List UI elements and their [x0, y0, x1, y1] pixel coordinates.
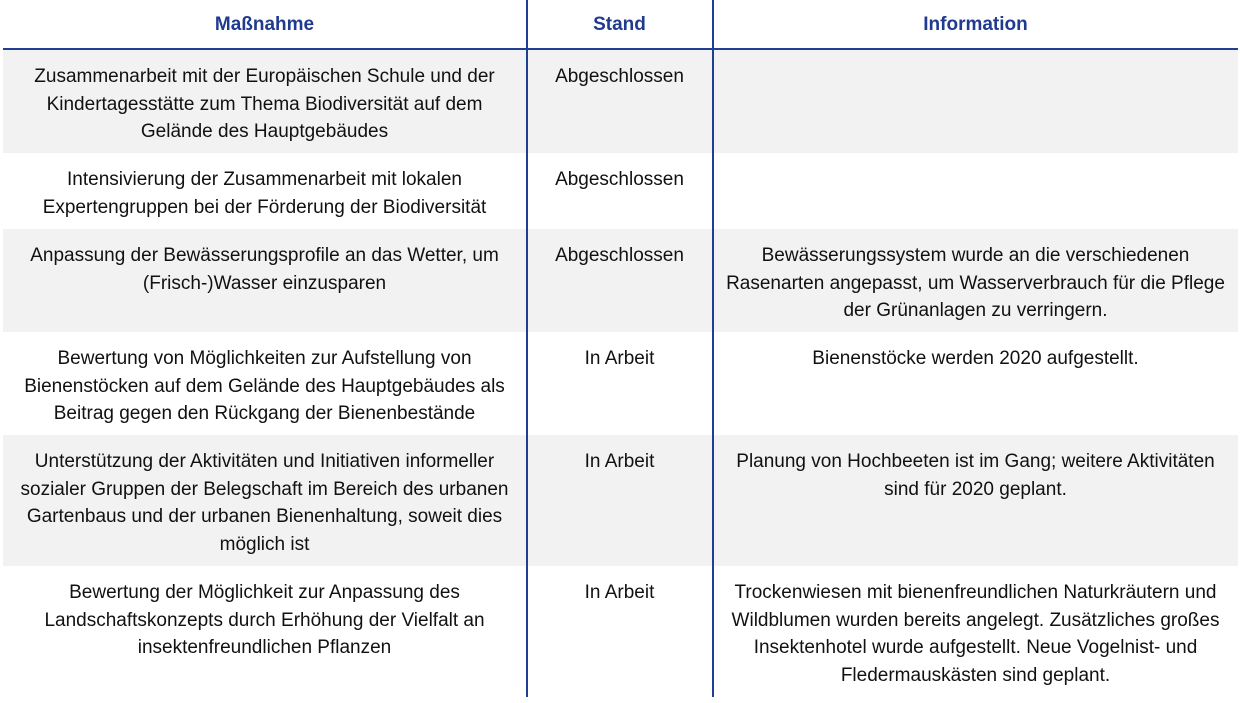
- status-cell: Abgeschlossen: [555, 66, 684, 87]
- information-cell: [713, 50, 1238, 153]
- column-divider: [712, 0, 714, 697]
- status-cell: In Arbeit: [584, 348, 655, 369]
- header-information: Information: [923, 14, 1028, 35]
- measure-cell: Bewertung von Möglichkeiten zur Aufstellung von Bienenstöcken auf dem Gelände des Hauptgebäudes als Beitrag gegen den Rückgang der Bienenbestände: [24, 348, 505, 424]
- information-cell: Planung von Hochbeeten ist im Gang; weitere Aktivitäten sind für 2020 geplant.: [736, 451, 1215, 500]
- table-row: [3, 50, 1238, 153]
- measure-cell: Anpassung der Bewässerungsprofile an das Wetter, um (Frisch-)Wasser einzusparen: [30, 245, 499, 294]
- table-row: [3, 566, 1238, 697]
- column-divider: [526, 0, 528, 697]
- status-cell: In Arbeit: [584, 582, 655, 603]
- table-row: [3, 153, 1238, 229]
- measure-cell: Bewertung der Möglichkeit zur Anpassung des Landschaftskonzepts durch Erhöhung der Vielfalt an insektenfreundlichen Pflanzen: [44, 582, 485, 658]
- information-cell: [713, 153, 1238, 229]
- header-status: Stand: [593, 14, 646, 35]
- information-cell: Bienenstöcke werden 2020 aufgestellt.: [812, 348, 1139, 369]
- measures-table: [3, 0, 1238, 700]
- information-cell: Bewässerungssystem wurde an die verschiedenen Rasenarten angepasst, um Wasserverbrauch für die Pflege der Grünanlagen zu verringern.: [726, 245, 1225, 321]
- table-row: [3, 332, 1238, 435]
- status-cell: In Arbeit: [584, 451, 655, 472]
- measure-cell: Zusammenarbeit mit der Europäischen Schule und der Kindertagesstätte zum Thema Biodiversität auf dem Gelände des Hauptgebäudes: [34, 66, 495, 142]
- measure-cell: Intensivierung der Zusammenarbeit mit lokalen Expertengruppen bei der Förderung der Biodiversität: [42, 169, 487, 218]
- measure-cell: Unterstützung der Aktivitäten und Initiativen informeller sozialer Gruppen der Belegschaft im Bereich des urbanen Gartenbaus und der urbanen Bienenhaltung, soweit dies möglich ist: [20, 451, 509, 555]
- information-cell: Trockenwiesen mit bienenfreundlichen Naturkräutern und Wildblumen wurden bereits angelegt. Zusätzliches großes Insektenhotel wurde aufgestellt. Neue Vogelnist- und Fledermauskästen sind geplant.: [731, 582, 1220, 686]
- status-cell: Abgeschlossen: [555, 245, 684, 266]
- table-header-row: [3, 0, 1238, 50]
- table-row: [3, 229, 1238, 332]
- status-cell: Abgeschlossen: [555, 169, 684, 190]
- table-row: [3, 435, 1238, 566]
- header-measure: Maßnahme: [214, 14, 315, 35]
